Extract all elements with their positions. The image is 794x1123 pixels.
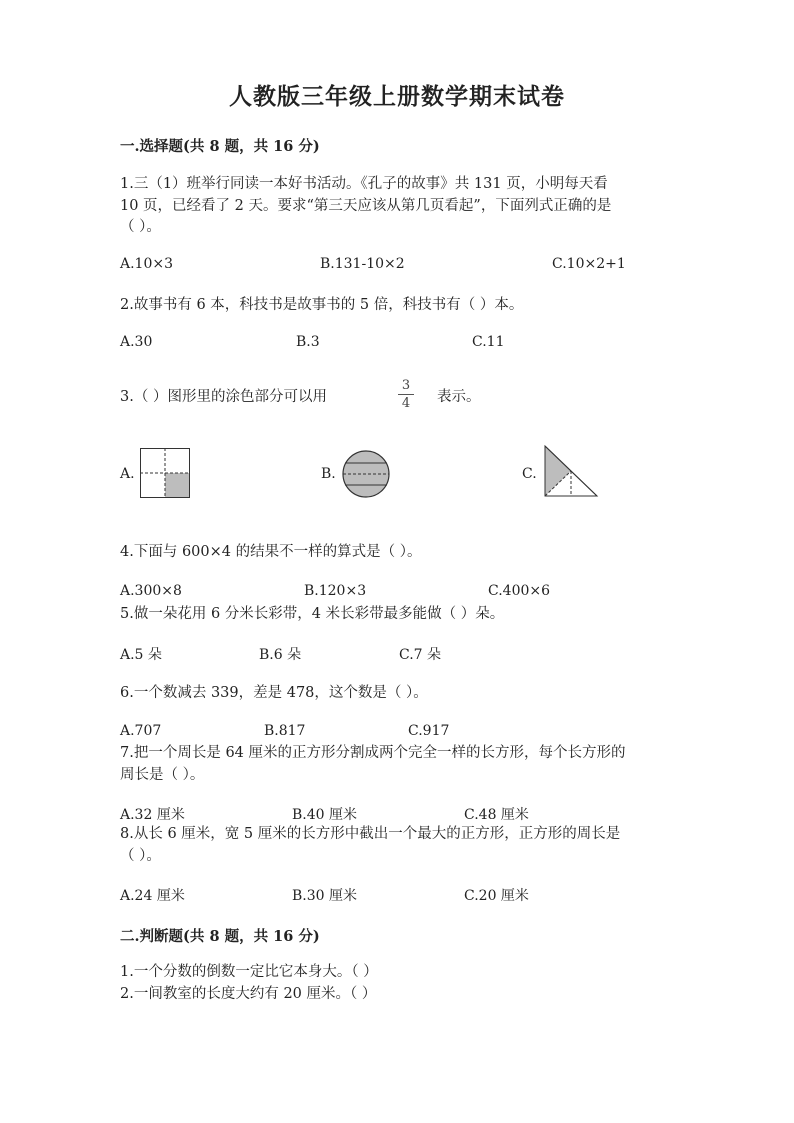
- question-6-option-a[interactable]: A.707: [120, 723, 162, 739]
- question-6-option-b[interactable]: B.817: [264, 723, 306, 739]
- question-3-option-a[interactable]: A.: [120, 466, 135, 482]
- question-4-option-c[interactable]: C.400×6: [488, 583, 551, 599]
- figure-square-quarter-shaded: [140, 448, 190, 498]
- question-1-option-a[interactable]: A.10×3: [120, 256, 174, 272]
- question-8-option-c[interactable]: C.20 厘米: [464, 888, 529, 904]
- question-6-text: 6.一个数减去 339，差是 478，这个数是（ ）。: [120, 685, 428, 701]
- question-1-line-2: 10 页，已经看了 2 天。要求“第三天应该从第几页看起”，下面列式正确的是: [120, 198, 612, 214]
- question-6-option-c[interactable]: C.917: [408, 723, 450, 739]
- section-heading-choice: 一.选择题(共 8 题，共 16 分): [120, 138, 320, 155]
- judgement-2-text: 2.一间教室的长度大约有 20 厘米。（ ）: [120, 986, 377, 1002]
- question-8-line-2: （ ）。: [120, 848, 161, 864]
- page-title: 人教版三年级上册数学期末试卷: [229, 83, 565, 110]
- question-4-text: 4.下面与 600×4 的结果不一样的算式是（ ）。: [120, 544, 422, 560]
- question-3-option-b[interactable]: B.: [321, 466, 336, 482]
- question-8-line-1: 8.从长 6 厘米，宽 5 厘米的长方形中截出一个最大的正方形，正方形的周长是: [120, 826, 621, 842]
- figure-circle-striped: [342, 450, 390, 498]
- question-2-text: 2.故事书有 6 本，科技书是故事书的 5 倍，科技书有（ ）本。: [120, 297, 524, 313]
- question-8-option-a[interactable]: A.24 厘米: [120, 888, 185, 904]
- question-2-option-b[interactable]: B.3: [296, 334, 320, 350]
- question-1-option-b[interactable]: B.131-10×2: [320, 256, 405, 272]
- question-5-option-c[interactable]: C.7 朵: [399, 647, 442, 663]
- question-3-option-c[interactable]: C.: [522, 466, 537, 482]
- section-heading-judgement: 二.判断题(共 8 题，共 16 分): [120, 928, 320, 945]
- question-8-option-b[interactable]: B.30 厘米: [292, 888, 358, 904]
- fraction-numerator: 3: [401, 378, 411, 393]
- question-7-option-c[interactable]: C.48 厘米: [464, 807, 529, 823]
- question-1-option-c[interactable]: C.10×2+1: [552, 256, 626, 272]
- question-5-option-b[interactable]: B.6 朵: [259, 647, 302, 663]
- question-3-text-after: 表示。: [437, 389, 481, 405]
- question-2-option-a[interactable]: A.30: [120, 334, 153, 350]
- figure-triangle-divided: [544, 445, 598, 497]
- judgement-1-text: 1.一个分数的倒数一定比它本身大。（ ）: [120, 964, 378, 980]
- question-5-text: 5.做一朵花用 6 分米长彩带，4 米长彩带最多能做（ ）朵。: [120, 606, 505, 622]
- question-4-option-b[interactable]: B.120×3: [304, 583, 367, 599]
- question-3-text: 3.（ ）图形里的涂色部分可以用: [120, 389, 327, 405]
- question-2-option-c[interactable]: C.11: [472, 334, 505, 350]
- question-7-line-2: 周长是（ ）。: [120, 767, 205, 783]
- question-7-option-b[interactable]: B.40 厘米: [292, 807, 358, 823]
- question-4-option-a[interactable]: A.300×8: [120, 583, 182, 599]
- question-1-line-1: 1.三（1）班举行同读一本好书活动。《孔子的故事》共 131 页，小明每天看: [120, 176, 608, 192]
- question-7-line-1: 7.把一个周长是 64 厘米的正方形分割成两个完全一样的长方形，每个长方形的: [120, 745, 626, 761]
- question-7-option-a[interactable]: A.32 厘米: [120, 807, 185, 823]
- fraction-denominator: 4: [401, 396, 411, 411]
- fraction-three-quarters: [398, 378, 414, 411]
- question-5-option-a[interactable]: A.5 朵: [120, 647, 162, 663]
- question-1-line-3: （ ）。: [120, 219, 161, 235]
